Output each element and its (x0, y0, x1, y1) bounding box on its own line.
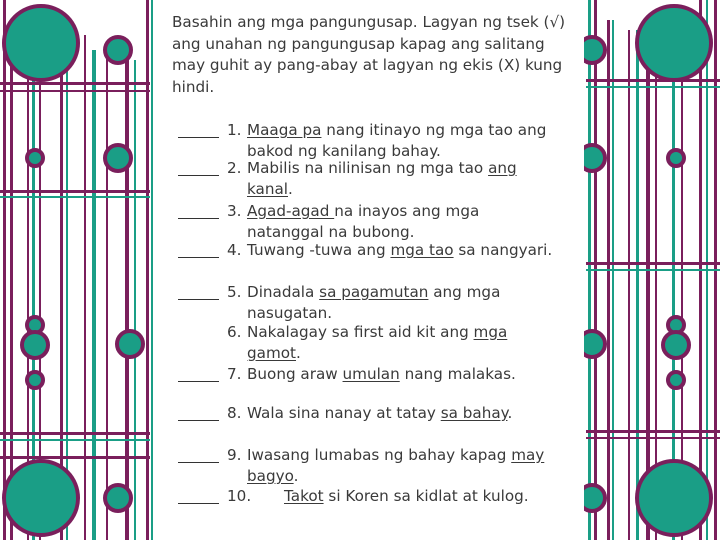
underlined-word: sa pagamutan (319, 283, 429, 301)
item-sentence-continued (247, 179, 293, 200)
underlined-word: gamot (247, 344, 296, 362)
item-number: 5. (227, 283, 242, 301)
item-sentence (247, 282, 500, 303)
answer-blank[interactable] (178, 218, 219, 219)
item-sentence (247, 322, 507, 343)
underlined-word: umulan (342, 365, 400, 383)
sentence-text: na inayos ang mga (334, 202, 480, 220)
item-number: 9. (227, 446, 242, 464)
item-number: 7. (227, 365, 242, 383)
sentence-text: ang mga (428, 283, 501, 301)
item-sentence-continued (247, 466, 298, 487)
answer-blank[interactable] (178, 137, 219, 138)
sentence-text: Wala sina nanay at tatay (247, 404, 441, 422)
item-sentence-continued (247, 303, 332, 324)
sentence-text: Mabilis na nilinisan ng mga tao (247, 159, 489, 177)
sentence-text: . (293, 467, 299, 485)
sentence-text: nang malakas. (399, 365, 516, 383)
underlined-word: bagyo (247, 467, 294, 485)
sentence-text: bakod ng kanilang bahay. (247, 142, 441, 160)
sentence-text: nang itinayo ng mga tao ang (321, 121, 547, 139)
answer-blank[interactable] (178, 420, 219, 421)
item-sentence (247, 158, 517, 179)
sentence-text: Buong araw (247, 365, 343, 383)
item-number: 6. (227, 323, 242, 341)
underlined-word: Takot (284, 487, 324, 505)
sentence-text: Nakalagay sa first aid kit ang (247, 323, 474, 341)
underlined-word: may (511, 446, 545, 464)
item-number: 8. (227, 404, 242, 422)
item-number: 4. (227, 241, 242, 259)
underlined-word: Maaga pa (247, 121, 322, 139)
item-sentence (247, 240, 552, 261)
underlined-word: mga tao (390, 241, 454, 259)
item-sentence-continued (247, 343, 301, 364)
sentence-text: Iwasang lumabas ng bahay kapag (247, 446, 512, 464)
sentence-text: . (296, 344, 301, 362)
answer-blank[interactable] (178, 381, 219, 382)
item-sentence (247, 403, 512, 424)
sentence-text: . (288, 180, 293, 198)
answer-blank[interactable] (178, 503, 219, 504)
underlined-word: sa bahay (440, 404, 508, 422)
sentence-text: Tuwang -tuwa ang (247, 241, 391, 259)
sentence-text: si Koren sa kidlat at kulog. (323, 487, 529, 505)
sentence-text: nasugatan. (247, 304, 333, 322)
answer-blank[interactable] (178, 462, 219, 463)
item-number: 10. (227, 487, 252, 505)
answer-blank[interactable] (178, 257, 219, 258)
sentence-text: natanggal na bubong. (247, 223, 415, 241)
sentence-text: sa nangyari. (453, 241, 553, 259)
sentence-text: Dinadala (247, 283, 320, 301)
item-number: 2. (227, 159, 242, 177)
answer-blank[interactable] (178, 175, 219, 176)
item-sentence (247, 445, 544, 466)
answer-blank[interactable] (178, 299, 219, 300)
underlined-word: mga (473, 323, 508, 341)
underlined-word: kanal (247, 180, 288, 198)
item-sentence (247, 120, 546, 141)
sentence-text: . (507, 404, 513, 422)
underlined-word: Agad-agad (247, 202, 335, 220)
item-sentence (284, 486, 529, 507)
item-number: 3. (227, 202, 242, 220)
item-sentence (247, 364, 516, 385)
item-sentence (247, 201, 479, 222)
underlined-word: ang (488, 159, 517, 177)
item-number: 1. (227, 121, 242, 139)
instructions-text: Basahin ang mga pangungusap. Lagyan ng tsek (√) ang unahan ng pangungusap kapag ang salitang may guhit ay pang-abay at lagyan ng ekis (X) kung hindi. (172, 13, 566, 96)
